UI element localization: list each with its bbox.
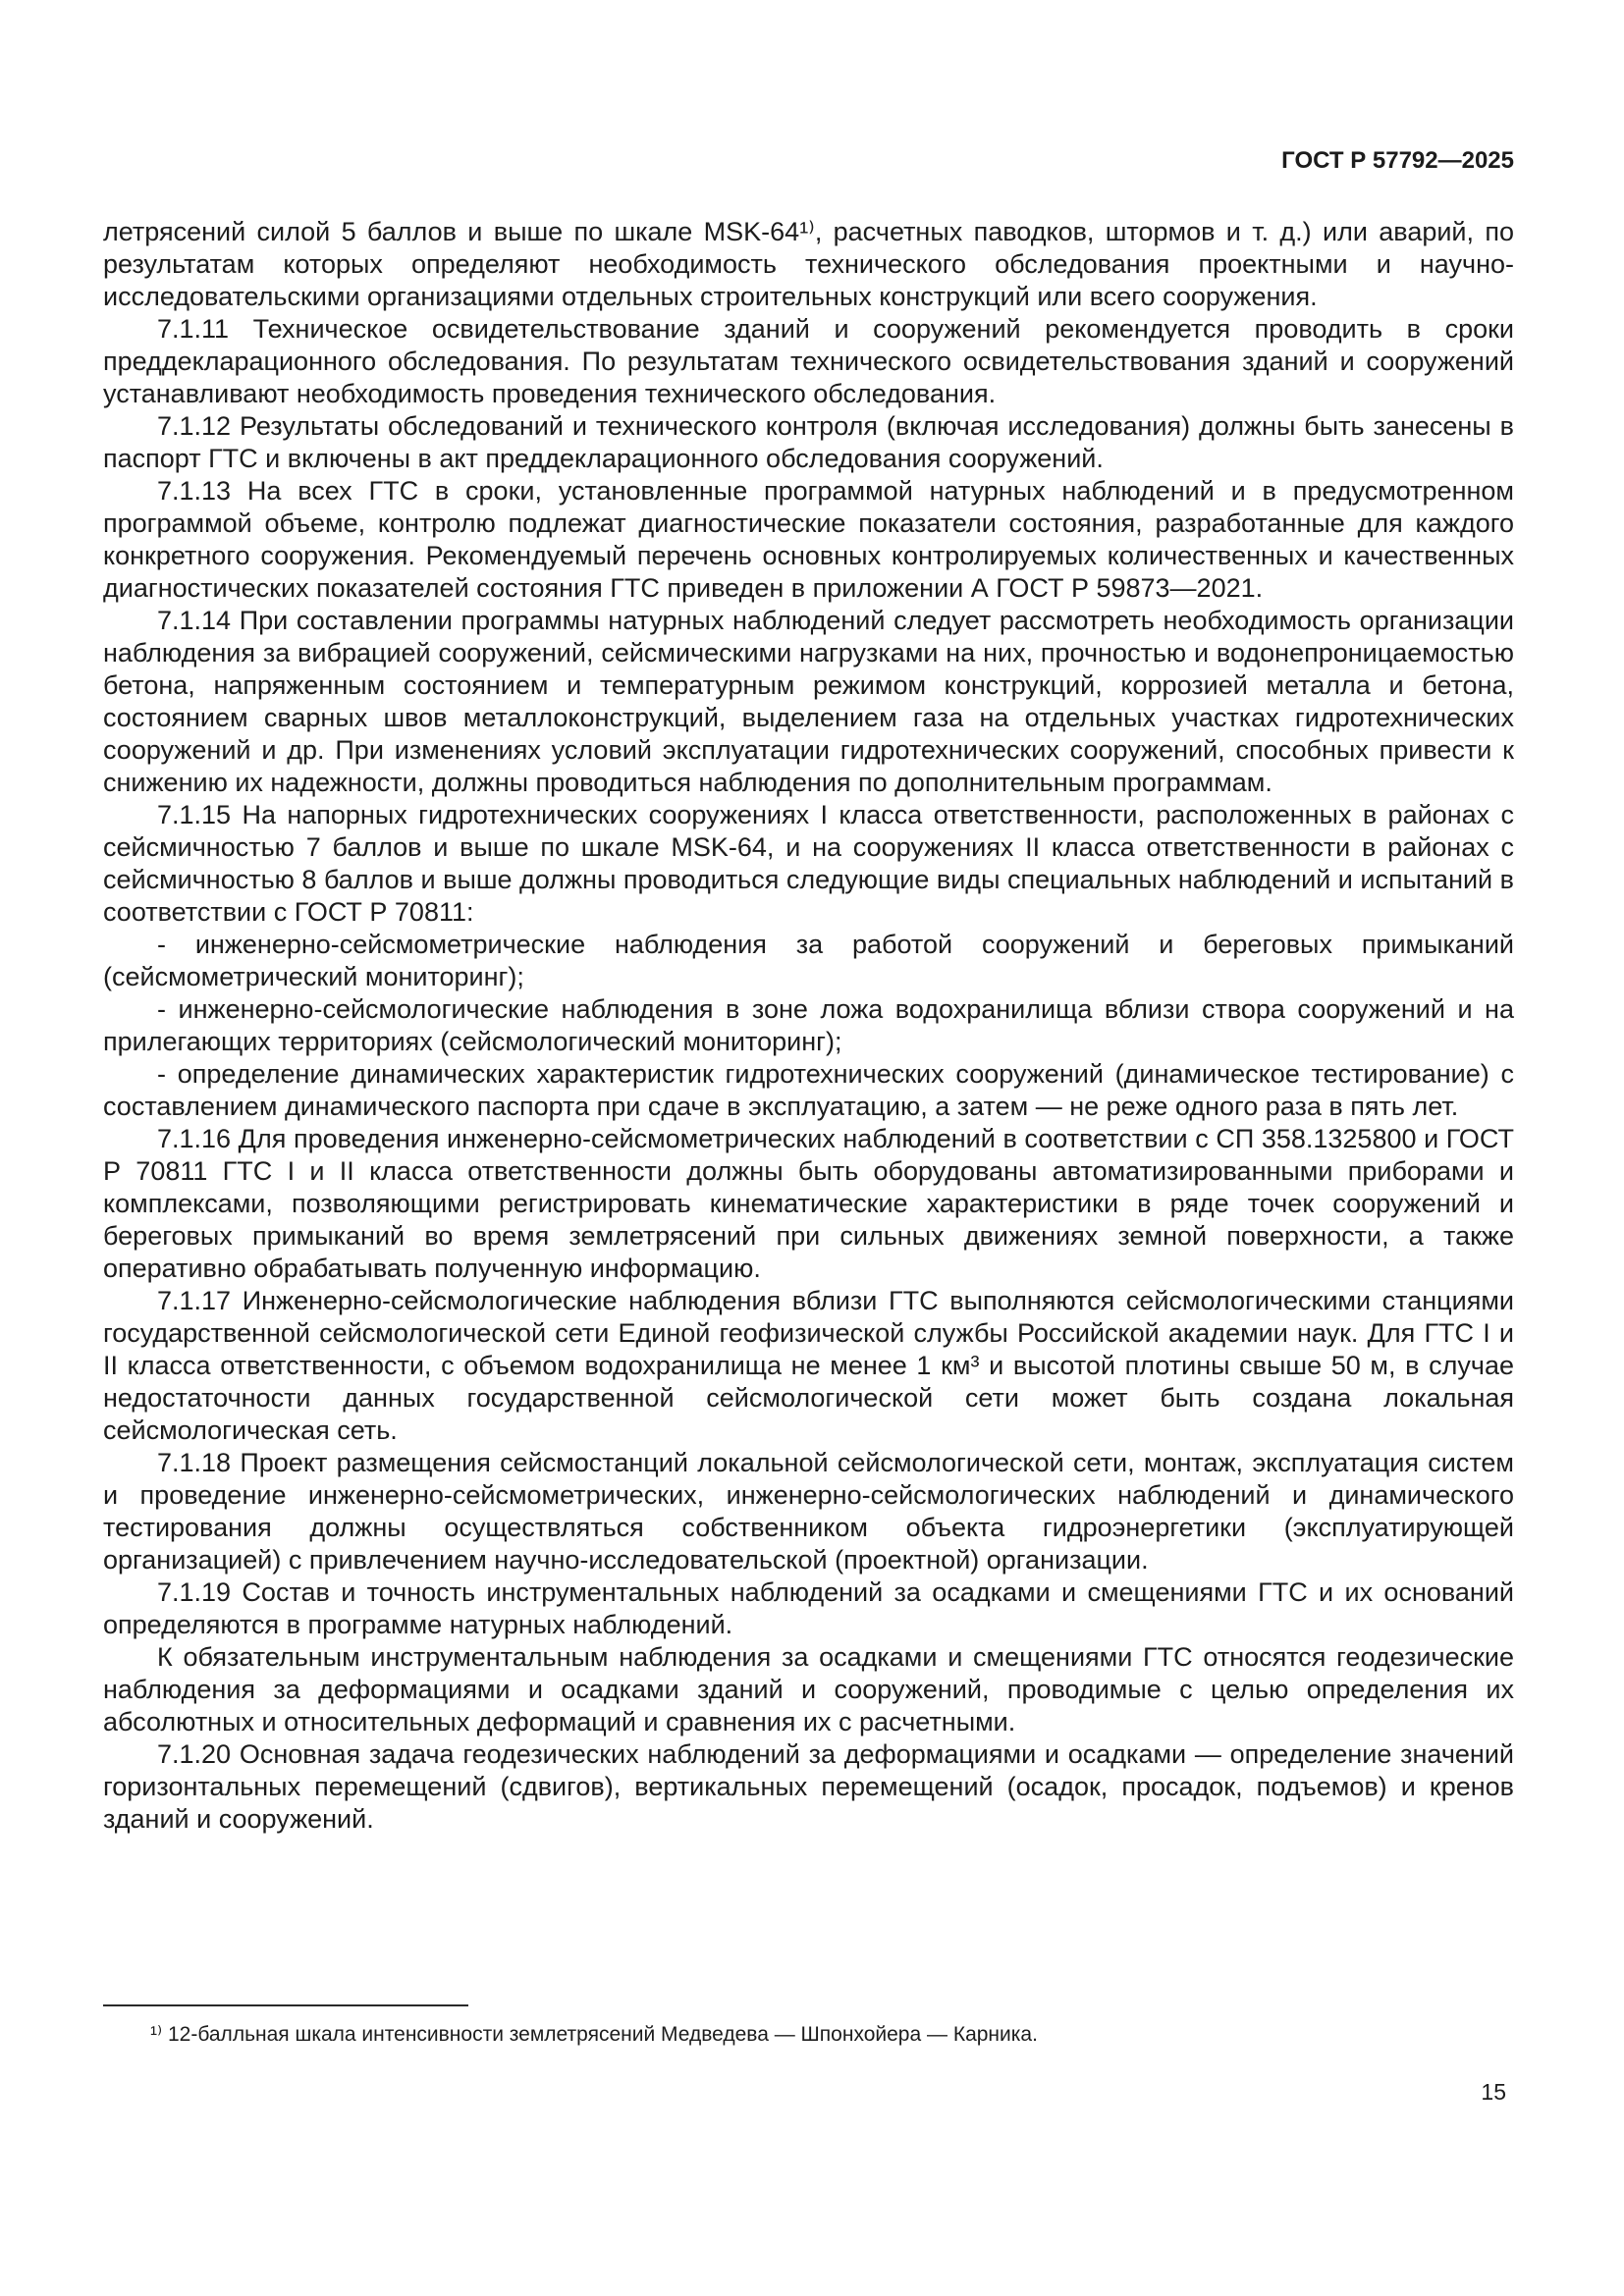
document-body: [103, 216, 1514, 1836]
paragraph-7-1-15: 7.1.15 На напорных гидротехнических сооружениях I класса ответственности, расположенных в районах с сейсмичностью 7 баллов и выше по шкале MSK-64, и на сооружениях II класса ответственности в районах с сейсмичностью 8 баллов и выше должны проводиться следующие виды специальных наблюдений и испытаний в соответствии с ГОСТ Р 70811:: [103, 800, 1514, 927]
paragraph-7-1-14: 7.1.14 При составлении программы натурных наблюдений следует рассмотреть необходимость организации наблюдения за вибрацией сооружений, сейсмическими нагрузками на них, прочностью и водонепроницаемостью бетона, напряженным состоянием и температурным режимом конструкций, коррозией металла и бетона, состоянием сварных швов металлоконструкций, выделением газа на отдельных участках гидротехнических сооружений и др. При изменениях условий эксплуатации гидротехнических сооружений, способных привести к снижению их надежности, должны проводиться наблюдения по дополнительным программам.: [103, 606, 1514, 797]
list-item-dynamic-testing: - определение динамических характеристик гидротехнических сооружений (динамическое тестирование) с составлением динамического паспорта при сдаче в эксплуатацию, а затем — не реже одного раза в пять лет.: [103, 1059, 1514, 1121]
paragraph-7-1-20: 7.1.20 Основная задача геодезических наблюдений за деформациями и осадками — определение значений горизонтальных перемещений (сдвигов), вертикальных перемещений (осадок, просадок, подъемов) и кренов зданий и сооружений.: [103, 1739, 1514, 1834]
paragraph-7-1-13: 7.1.13 На всех ГТС в сроки, установленные программой натурных наблюдений и в предусмотренном программой объеме, контролю подлежат диагностические показатели состояния, разработанные для каждого конкретного сооружения. Рекомендуемый перечень основных контролируемых количественных и качественных диагностических показателей состояния ГТС приведен в приложении А ГОСТ Р 59873—2021.: [103, 476, 1514, 603]
footnote-text: ¹⁾ 12-балльная шкала интенсивности землетрясений Медведева — Шпонхойера — Карника.: [150, 2023, 1038, 2046]
paragraph-7-1-19: 7.1.19 Состав и точность инструментальных наблюдений за осадками и смещениями ГТС и их оснований определяются в программе натурных наблюдений.: [103, 1577, 1514, 1639]
paragraph-mandatory-instrumental-observations: К обязательным инструментальным наблюдения за осадками и смещениями ГТС относятся геодезические наблюдения за деформациями и осадками зданий и сооружений, проводимые с целью определения их абсолютных и относительных деформаций и сравнения их с расчетными.: [103, 1642, 1514, 1736]
paragraph-7-1-16: 7.1.16 Для проведения инженерно-сейсмометрических наблюдений в соответствии с СП 358.1325800 и ГОСТ Р 70811 ГТС I и II класса ответственности должны быть оборудованы автоматизированными приборами и комплексами, позволяющими регистрировать кинематические характеристики в ряде точек сооружений и береговых примыканий во время землетрясений при сильных движениях земной поверхности, а также оперативно обрабатывать полученную информацию.: [103, 1124, 1514, 1283]
footnote-divider: [103, 2004, 468, 2006]
list-item-seismological-monitoring: - инженерно-сейсмологические наблюдения в зоне ложа водохранилища вблизи створа сооружений и на прилегающих территориях (сейсмологический мониторинг);: [103, 994, 1514, 1056]
paragraph-continuation: летрясений силой 5 баллов и выше по шкале MSK-64¹⁾, расчетных паводков, штормов и т. д.) или аварий, по результатам которых определяют необходимость технического обследования проектными и научно-исследовательскими организациями отдельных строительных конструкций или всего сооружения.: [103, 217, 1514, 311]
paragraph-7-1-18: 7.1.18 Проект размещения сейсмостанций локальной сейсмологической сети, монтаж, эксплуатация систем и проведение инженерно-сейсмометрических, инженерно-сейсмологических наблюдений и динамического тестирования должны осуществляться собственником объекта гидроэнергетики (эксплуатирующей организацией) с привлечением научно-исследовательской (проектной) организации.: [103, 1448, 1514, 1575]
paragraph-7-1-17: 7.1.17 Инженерно-сейсмологические наблюдения вблизи ГТС выполняются сейсмологическими станциями государственной сейсмологической сети Единой геофизической службы Российской академии наук. Для ГТС I и II класса ответственности, с объемом водохранилища не менее 1 км³ и высотой плотины свыше 50 м, в случае недостаточности данных государственной сейсмологической сети может быть создана локальная сейсмологическая сеть.: [103, 1286, 1514, 1445]
document-code-header: ГОСТ Р 57792—2025: [1281, 147, 1514, 174]
paragraph-7-1-11: 7.1.11 Техническое освидетельствование зданий и сооружений рекомендуется проводить в сроки преддекларационного обследования. По результатам технического освидетельствования зданий и сооружений устанавливают необходимость проведения технического обследования.: [103, 314, 1514, 408]
page-number: 15: [1481, 2079, 1506, 2105]
list-item-seismometric-monitoring: - инженерно-сейсмометрические наблюдения за работой сооружений и береговых примыканий (сейсмометрический мониторинг);: [103, 930, 1514, 991]
footnote-block: [103, 2004, 1514, 2048]
paragraph-7-1-12: 7.1.12 Результаты обследований и технического контроля (включая исследования) должны быть занесены в паспорт ГТС и включены в акт преддекларационного обследования сооружений.: [103, 411, 1514, 473]
